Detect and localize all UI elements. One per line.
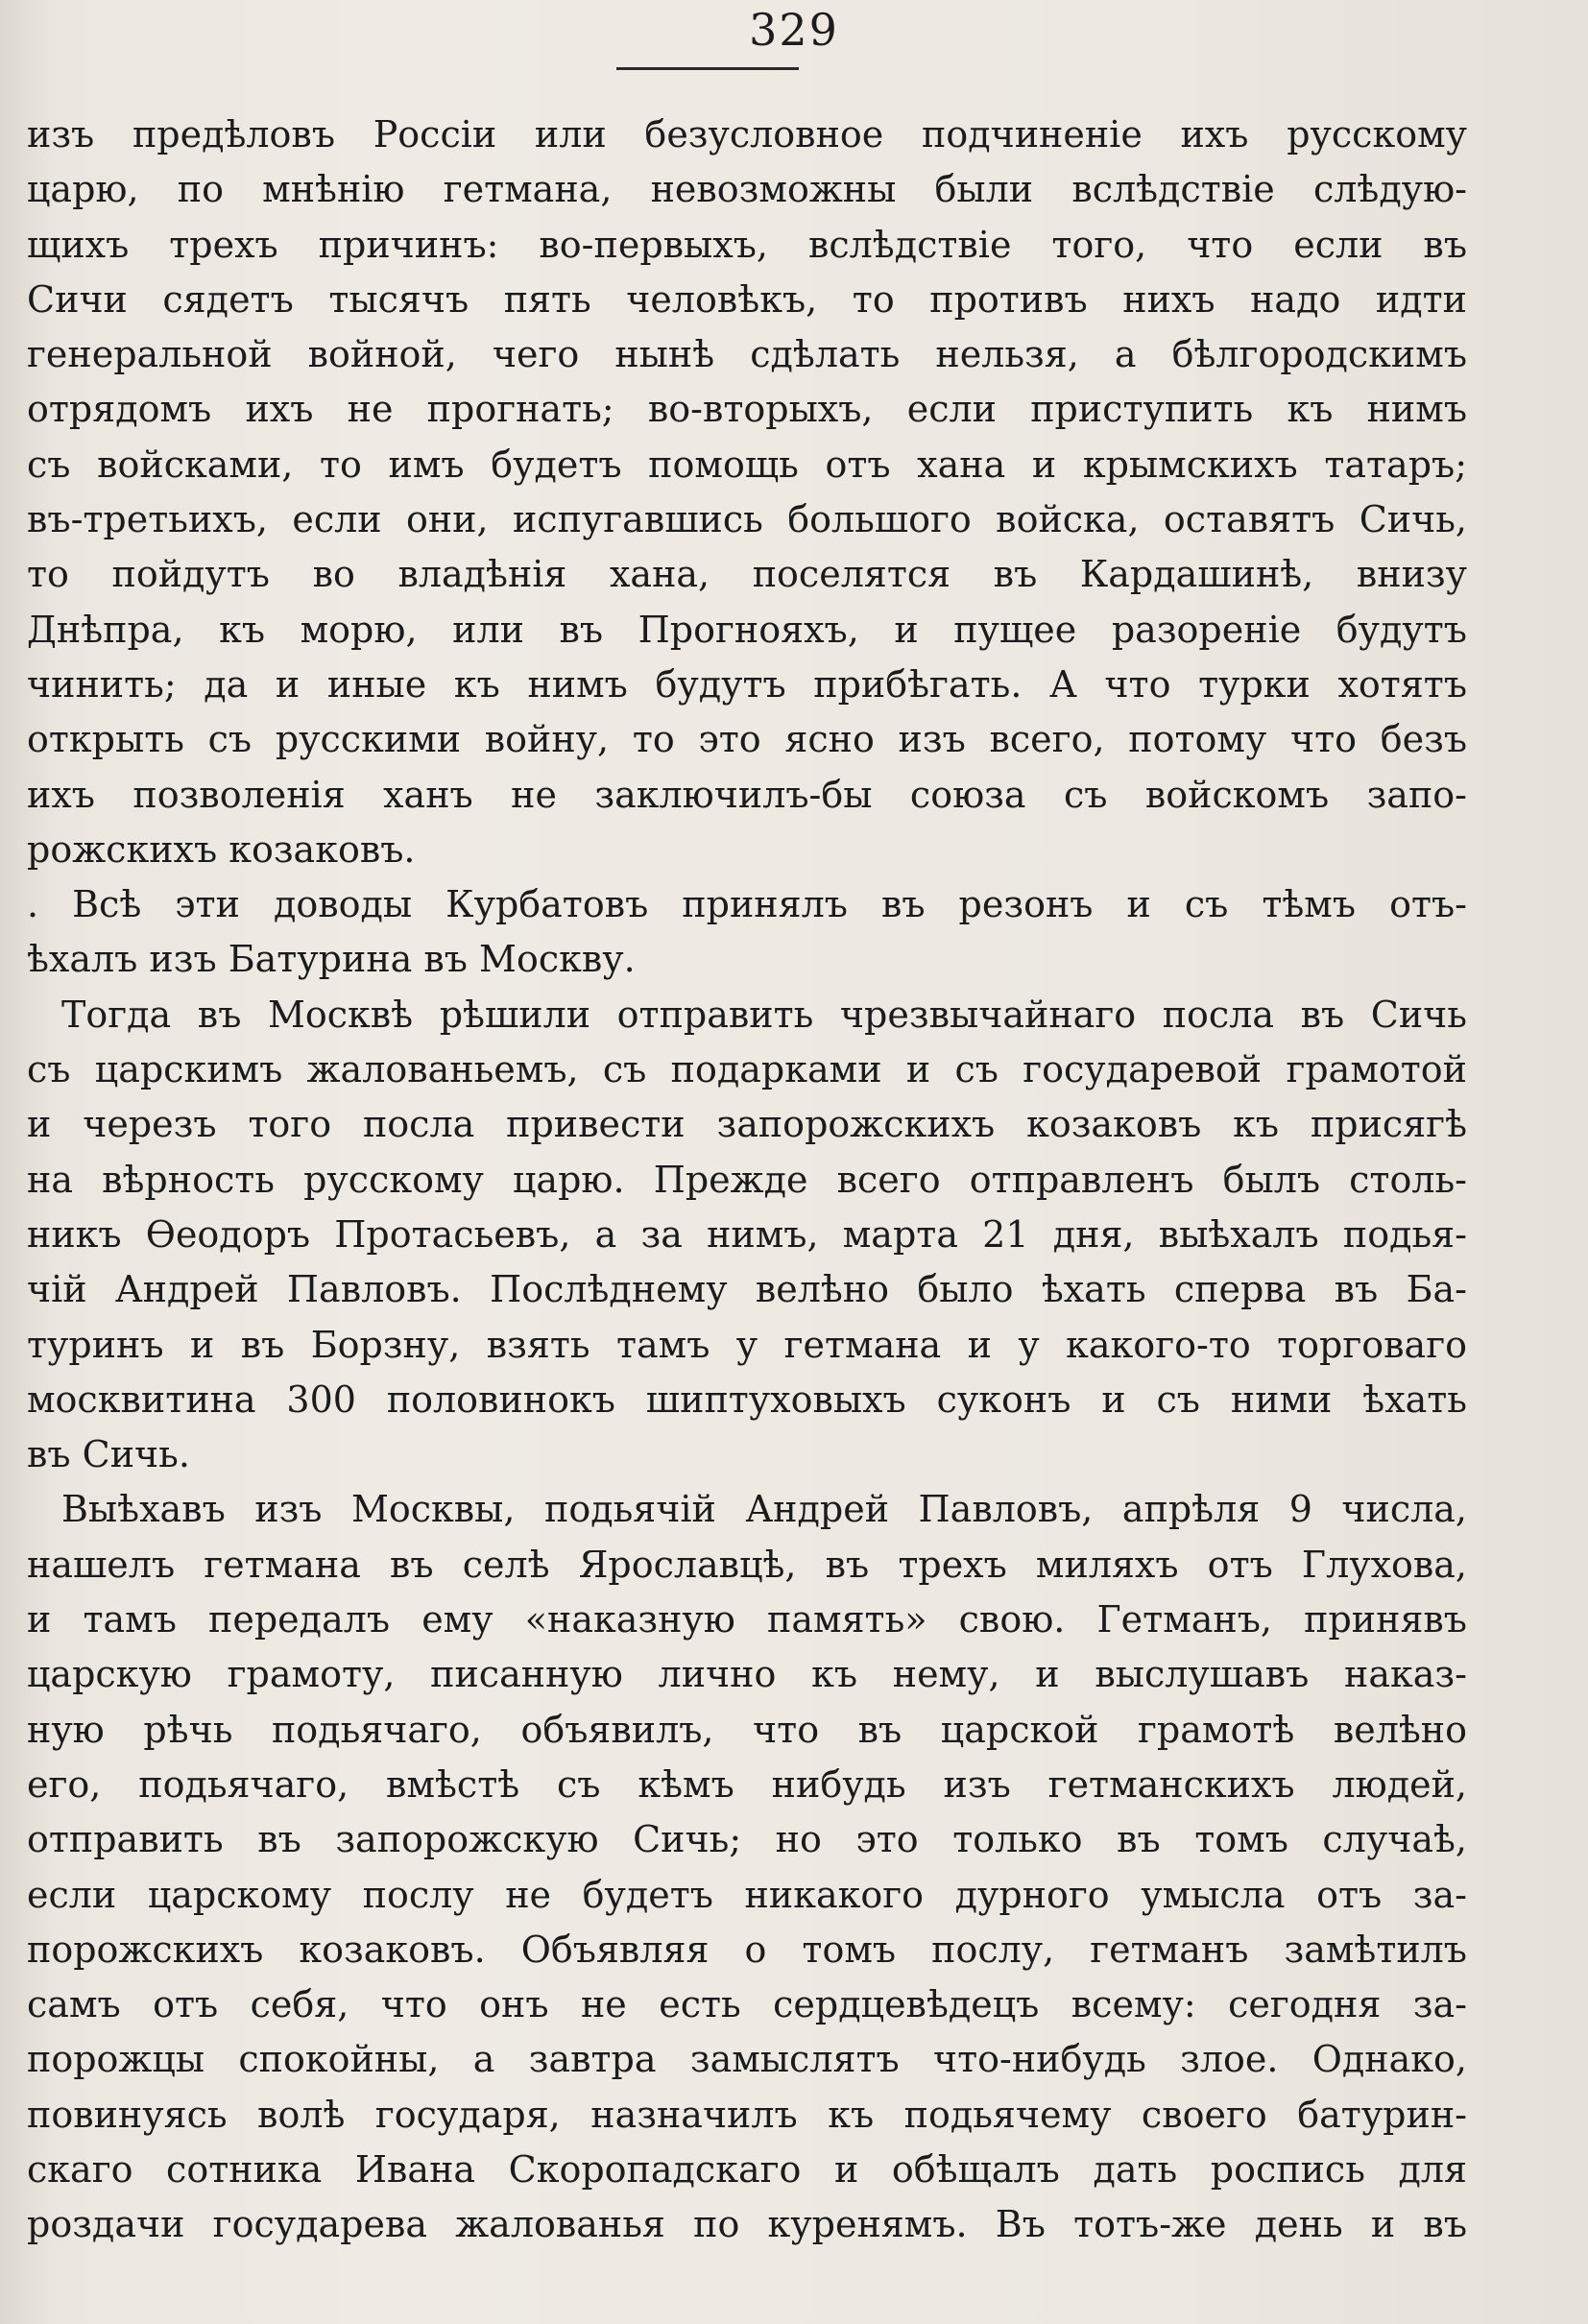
text-line: съ войсками, то имъ будетъ помощь отъ хана и крымскихъ татаръ;	[27, 443, 1467, 486]
text-line: никъ Ѳеодоръ Протасьевъ, а за нимъ, марта 21 дня, выѣхалъ подья-	[27, 1212, 1467, 1256]
text-line: царю, по мнѣнію гетмана, невозможны были вслѣдствіе слѣдую-	[27, 168, 1467, 211]
text-line: нашелъ гетмана въ селѣ Ярославцѣ, въ трехъ миляхъ отъ Глухова,	[27, 1543, 1467, 1586]
text-line: ихъ позволенія ханъ не заключилъ-бы союза съ войскомъ запо-	[27, 773, 1467, 816]
text-line: царскую грамоту, писанную лично къ нему, и выслушавъ наказ-	[27, 1653, 1467, 1696]
text-line: въ Сичь.	[27, 1433, 190, 1476]
text-line: Сичи сядетъ тысячъ пять человѣкъ, то противъ нихъ надо идти	[27, 277, 1467, 321]
text-line: самъ отъ себя, что онъ не есть сердцевѣдецъ всему: сегодня за-	[27, 1983, 1467, 2026]
text-line: рожскихъ козаковъ.	[27, 827, 416, 871]
text-line: генеральной войной, чего нынѣ сдѣлать нельзя, а бѣлгородскимъ	[27, 333, 1467, 376]
text-line: изъ предѣловъ Россіи или безусловное подчиненіе ихъ русскому	[27, 113, 1467, 156]
text-line: отправить въ запорожскую Сичь; но это только въ томъ случаѣ,	[27, 1818, 1467, 1861]
text-line: то пойдутъ во владѣнія хана, поселятся въ Кардашинѣ, внизу	[27, 553, 1467, 596]
text-line: ѣхалъ изъ Батурина въ Москву.	[27, 938, 636, 981]
text-line: туринъ и въ Борзну, взять тамъ у гетмана и у какого-то торговаго	[27, 1323, 1467, 1366]
text-line: порожскихъ козаковъ. Объявляя о томъ послу, гетманъ замѣтилъ	[27, 1928, 1467, 1971]
text-line: роздачи государева жалованья по куренямъ. Въ тотъ-же день и въ	[27, 2203, 1467, 2246]
text-line: открыть съ русскими войну, то это ясно изъ всего, потому что безъ	[27, 718, 1467, 761]
text-line: и тамъ передалъ ему «наказную память» свою. Гетманъ, принявъ	[27, 1598, 1467, 1641]
text-line: въ-третьихъ, если они, испугавшись большого войска, оставятъ Сичь,	[27, 498, 1467, 541]
text-line: отрядомъ ихъ не прогнать; во-вторыхъ, если приступить къ нимъ	[27, 388, 1467, 431]
text-line: повинуясь волѣ государя, назначилъ къ подьячему своего батурин-	[27, 2093, 1467, 2136]
text-line: Выѣхавъ изъ Москвы, подьячій Андрей Павловъ, апрѣля 9 числа,	[61, 1488, 1467, 1531]
text-line: и черезъ того посла привести запорожскихъ козаковъ къ присягѣ	[27, 1103, 1467, 1146]
text-line: чинить; да и иные къ нимъ будутъ прибѣгать. А что турки хотятъ	[27, 662, 1467, 706]
text-line: Тогда въ Москвѣ рѣшили отправить чрезвычайнаго посла въ Сичь	[61, 993, 1467, 1036]
text-line: щихъ трехъ причинъ: во-первыхъ, вслѣдствіе того, что если въ	[27, 223, 1467, 266]
page-number: 329	[749, 4, 839, 56]
text-line: . Всѣ эти доводы Курбатовъ принялъ въ резонъ и съ тѣмъ отъ-	[27, 883, 1467, 926]
text-line: порожцы спокойны, а завтра замыслятъ что-нибудь злое. Однако,	[27, 2038, 1467, 2081]
text-line: на вѣрность русскому царю. Прежде всего отправленъ былъ столь-	[27, 1158, 1467, 1201]
text-line: чій Андрей Павловъ. Послѣднему велѣно было ѣхать сперва въ Ба-	[27, 1268, 1467, 1311]
text-line: его, подьячаго, вмѣстѣ съ кѣмъ нибудь изъ гетманскихъ людей,	[27, 1762, 1467, 1806]
text-line: москвитина 300 половинокъ шиптуховыхъ суконъ и съ ними ѣхать	[27, 1378, 1467, 1421]
text-line: Днѣпра, къ морю, или въ Прогнояхъ, и пущее разореніе будутъ	[27, 608, 1467, 651]
text-line: ную рѣчь подьячаго, объявилъ, что въ царской грамотѣ велѣно	[27, 1708, 1467, 1751]
page-number-rule	[616, 67, 799, 70]
text-line: съ царскимъ жалованьемъ, съ подарками и съ государевой грамотой	[27, 1048, 1467, 1091]
text-line: если царскому послу не будетъ никакого дурного умысла отъ за-	[27, 1873, 1467, 1916]
body-text	[27, 108, 1467, 2253]
text-line: скаго сотника Ивана Скоропадскаго и обѣщалъ дать роспись для	[27, 2147, 1467, 2191]
